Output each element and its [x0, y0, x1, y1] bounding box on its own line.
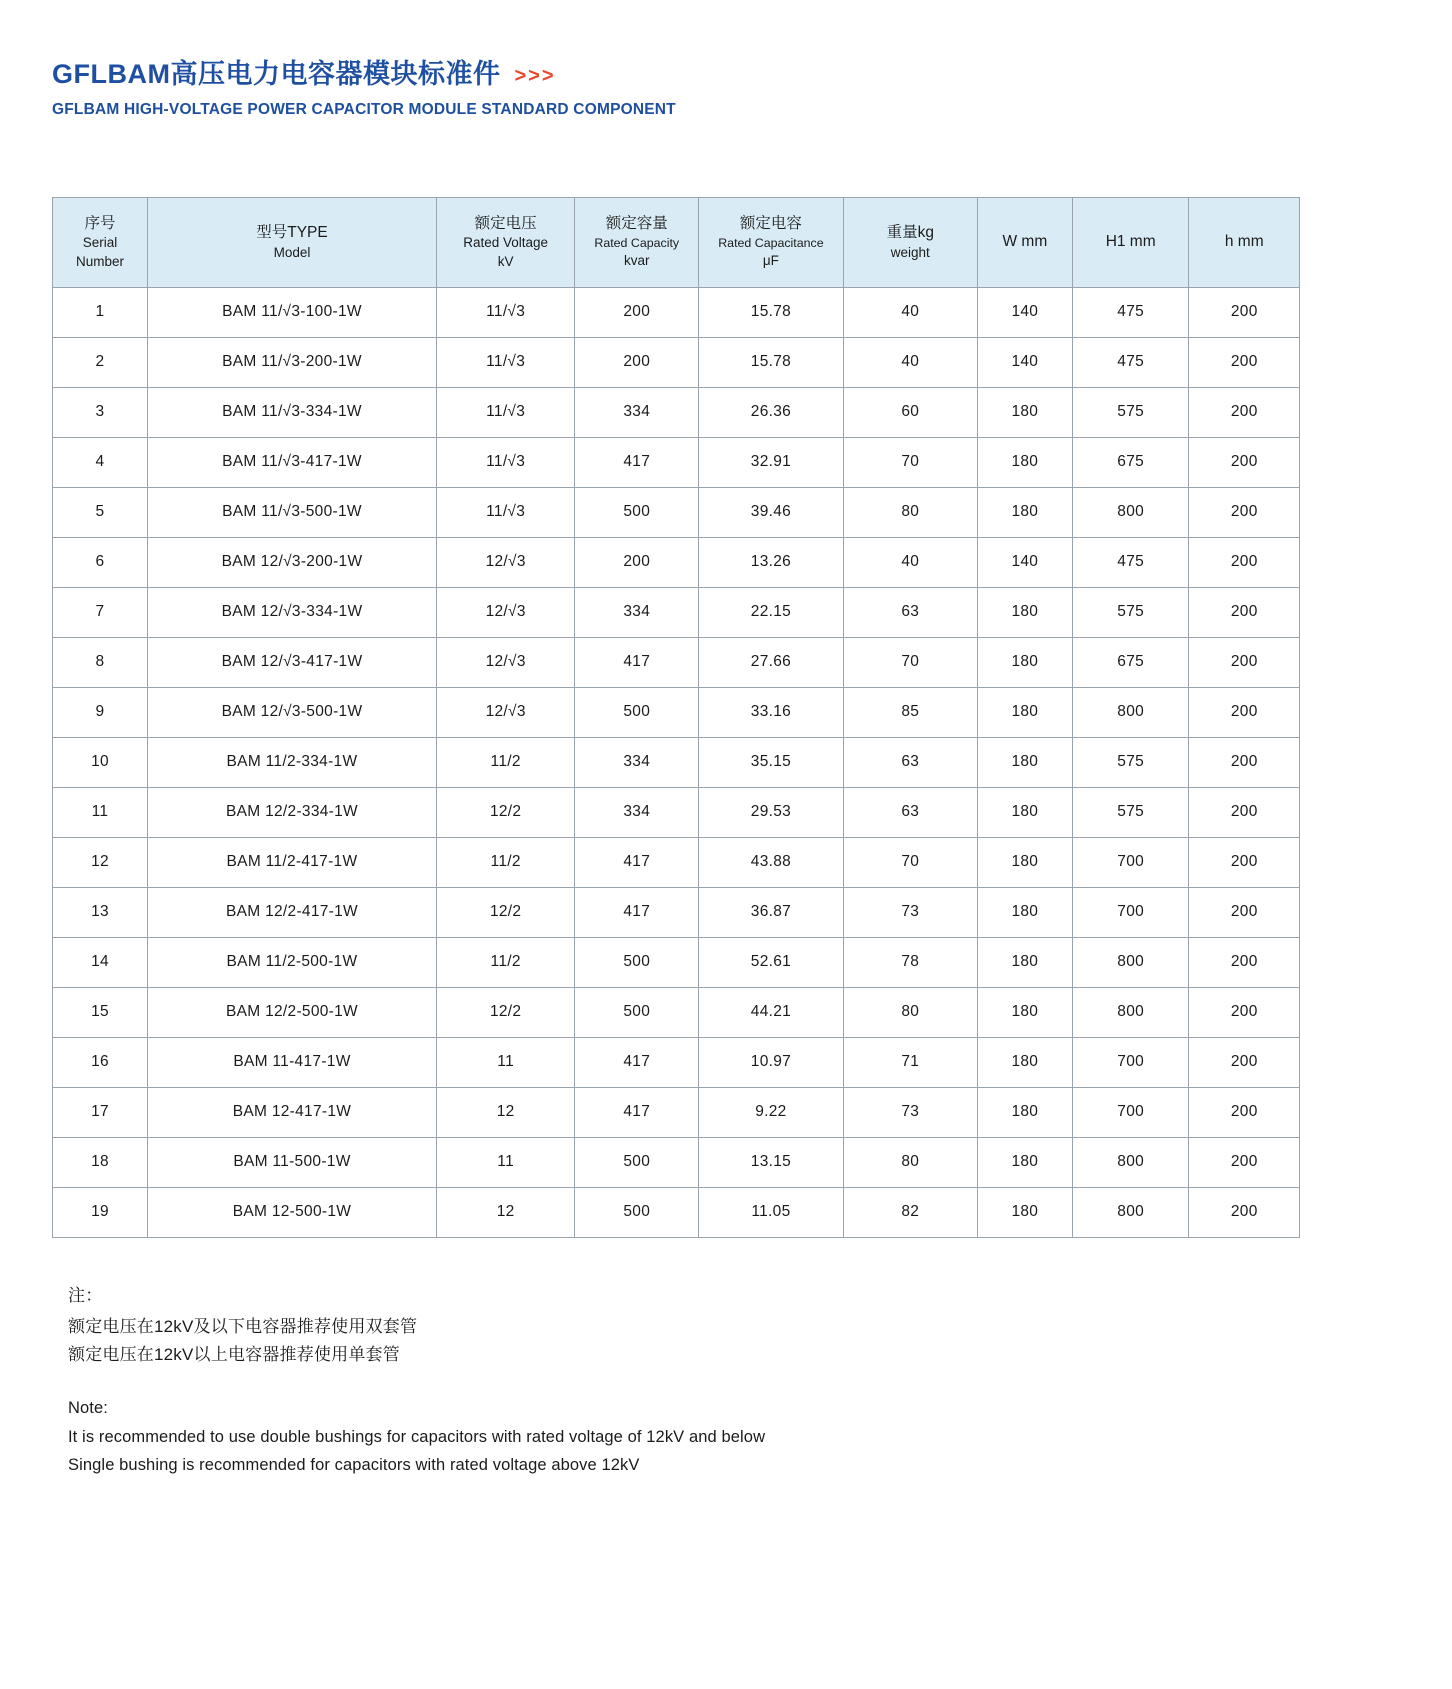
cell-rated-capacitance: 11.05 [699, 1187, 844, 1237]
cell-rated-capacity: 417 [575, 837, 699, 887]
col-header-rated-voltage [437, 197, 575, 287]
col-header-serial-number [53, 197, 148, 287]
table-row [53, 1087, 1300, 1137]
cell-weight: 85 [843, 687, 977, 737]
cell-model: BAM 11/√3-417-1W [147, 437, 436, 487]
cell-rated-capacitance: 35.15 [699, 737, 844, 787]
cell-rated-voltage: 12/√3 [437, 687, 575, 737]
cell-w: 180 [977, 487, 1072, 537]
cell-rated-voltage: 11 [437, 1037, 575, 1087]
cell-model: BAM 11/2-417-1W [147, 837, 436, 887]
cell-w: 180 [977, 1037, 1072, 1087]
cell-rated-capacity: 417 [575, 437, 699, 487]
cell-w: 180 [977, 1087, 1072, 1137]
cell-weight: 63 [843, 587, 977, 637]
cell-h: 200 [1189, 887, 1300, 937]
cell-weight: 80 [843, 987, 977, 1037]
cell-h1: 800 [1072, 1187, 1189, 1237]
page-title-cn: GFLBAM高压电力电容器模块标准件 [52, 59, 501, 89]
cell-h1: 700 [1072, 1037, 1189, 1087]
cell-model: BAM 11-417-1W [147, 1037, 436, 1087]
cell-rated-capacity: 417 [575, 1087, 699, 1137]
table-row [53, 387, 1300, 437]
table-header-row [53, 197, 1300, 287]
cell-rated-capacity: 334 [575, 587, 699, 637]
cell-w: 180 [977, 737, 1072, 787]
cell-weight: 80 [843, 487, 977, 537]
cell-w: 180 [977, 937, 1072, 987]
cell-w: 180 [977, 637, 1072, 687]
cell-h1: 575 [1072, 587, 1189, 637]
cell-rated-voltage: 11 [437, 1137, 575, 1187]
cell-serial-number: 8 [53, 637, 148, 687]
cell-weight: 70 [843, 837, 977, 887]
cell-weight: 82 [843, 1187, 977, 1237]
cell-weight: 71 [843, 1037, 977, 1087]
cell-model: BAM 12-500-1W [147, 1187, 436, 1237]
col-header-h1 [1072, 197, 1189, 287]
cell-rated-voltage: 11/2 [437, 837, 575, 887]
cell-h: 200 [1189, 937, 1300, 987]
cell-h: 200 [1189, 1187, 1300, 1237]
col-header-en1: Rated Capacitance [718, 236, 824, 251]
spec-table [52, 197, 1300, 1238]
cell-weight: 60 [843, 387, 977, 437]
cell-w: 180 [977, 887, 1072, 937]
cell-h: 200 [1189, 1037, 1300, 1087]
note-line-en-1: It is recommended to use double bushings for capacitors with rated voltage of 12kV and below [68, 1427, 766, 1446]
cell-model: BAM 11/√3-200-1W [147, 337, 436, 387]
cell-rated-capacity: 334 [575, 737, 699, 787]
notes-section [52, 1282, 1400, 1480]
cell-h1: 575 [1072, 387, 1189, 437]
cell-h1: 700 [1072, 887, 1189, 937]
table-row [53, 437, 1300, 487]
cell-rated-capacitance: 36.87 [699, 887, 844, 937]
col-header-h [1189, 197, 1300, 287]
cell-h1: 575 [1072, 737, 1189, 787]
cell-rated-capacitance: 43.88 [699, 837, 844, 887]
cell-rated-voltage: 11/√3 [437, 437, 575, 487]
col-header-cn: 序号 [84, 214, 116, 232]
cell-rated-voltage: 12 [437, 1087, 575, 1137]
cell-h: 200 [1189, 987, 1300, 1037]
cell-serial-number: 6 [53, 537, 148, 587]
page-title-en: GFLBAM HIGH-VOLTAGE POWER CAPACITOR MODULE STANDARD COMPONENT [52, 100, 676, 118]
cell-h1: 800 [1072, 1137, 1189, 1187]
cell-model: BAM 12/√3-334-1W [147, 587, 436, 637]
col-header-cn: h mm [1224, 232, 1264, 250]
table-row [53, 287, 1300, 337]
notes-section-en [68, 1394, 1400, 1479]
cell-h: 200 [1189, 837, 1300, 887]
note-title-en: Note: [68, 1399, 108, 1418]
cell-weight: 70 [843, 437, 977, 487]
cell-rated-voltage: 12 [437, 1187, 575, 1237]
cell-h: 200 [1189, 337, 1300, 387]
table-row [53, 887, 1300, 937]
cell-rated-capacitance: 52.61 [699, 937, 844, 987]
cell-rated-capacitance: 29.53 [699, 787, 844, 837]
cell-rated-voltage: 12/2 [437, 787, 575, 837]
cell-h: 200 [1189, 737, 1300, 787]
cell-h: 200 [1189, 387, 1300, 437]
cell-weight: 80 [843, 1137, 977, 1187]
cell-weight: 73 [843, 887, 977, 937]
col-header-cn: 重量kg [886, 223, 934, 241]
cell-h1: 800 [1072, 687, 1189, 737]
cell-rated-capacitance: 27.66 [699, 637, 844, 687]
cell-h: 200 [1189, 587, 1300, 637]
cell-w: 180 [977, 687, 1072, 737]
table-row [53, 687, 1300, 737]
cell-h: 200 [1189, 787, 1300, 837]
cell-h1: 475 [1072, 337, 1189, 387]
table-row [53, 487, 1300, 537]
cell-h: 200 [1189, 1137, 1300, 1187]
cell-rated-voltage: 11/2 [437, 937, 575, 987]
table-row [53, 1187, 1300, 1237]
cell-serial-number: 1 [53, 287, 148, 337]
cell-h1: 475 [1072, 537, 1189, 587]
cell-rated-capacitance: 44.21 [699, 987, 844, 1037]
cell-model: BAM 12/2-500-1W [147, 987, 436, 1037]
cell-model: BAM 12/2-334-1W [147, 787, 436, 837]
table-row [53, 537, 1300, 587]
col-header-en1: weight [890, 244, 930, 260]
cell-model: BAM 12/√3-200-1W [147, 537, 436, 587]
cell-model: BAM 12/2-417-1W [147, 887, 436, 937]
col-header-en1: Serial [82, 235, 118, 251]
note-line-en-2: Single bushing is recommended for capacitors with rated voltage above 12kV [68, 1456, 640, 1475]
cell-weight: 70 [843, 637, 977, 687]
cell-rated-capacitance: 13.26 [699, 537, 844, 587]
cell-w: 140 [977, 287, 1072, 337]
table-row [53, 337, 1300, 387]
col-header-weight [843, 197, 977, 287]
cell-rated-capacity: 500 [575, 1137, 699, 1187]
cell-serial-number: 4 [53, 437, 148, 487]
col-header-model [147, 197, 436, 287]
cell-h: 200 [1189, 1087, 1300, 1137]
cell-rated-capacity: 500 [575, 687, 699, 737]
cell-rated-capacitance: 22.15 [699, 587, 844, 637]
cell-serial-number: 7 [53, 587, 148, 637]
cell-rated-capacity: 500 [575, 487, 699, 537]
cell-serial-number: 2 [53, 337, 148, 387]
cell-serial-number: 12 [53, 837, 148, 887]
cell-serial-number: 18 [53, 1137, 148, 1187]
cell-rated-voltage: 12/√3 [437, 637, 575, 687]
col-header-cn: 额定容量 [605, 215, 668, 233]
cell-rated-capacity: 417 [575, 1037, 699, 1087]
cell-h1: 700 [1072, 837, 1189, 887]
cell-weight: 63 [843, 787, 977, 837]
col-header-en1: Rated Capacity [594, 236, 680, 251]
cell-serial-number: 13 [53, 887, 148, 937]
cell-rated-voltage: 12/√3 [437, 587, 575, 637]
note-line-cn-2: 额定电压在12kV以上电容器推荐使用单套管 [68, 1344, 400, 1364]
cell-rated-capacity: 417 [575, 887, 699, 937]
cell-rated-voltage: 12/2 [437, 887, 575, 937]
table-row [53, 787, 1300, 837]
table-head [53, 197, 1300, 287]
cell-rated-voltage: 11/√3 [437, 487, 575, 537]
col-header-en2: μF [762, 252, 779, 268]
col-header-en1: Rated Voltage [463, 235, 549, 251]
cell-serial-number: 17 [53, 1087, 148, 1137]
cell-h: 200 [1189, 287, 1300, 337]
cell-model: BAM 11/2-334-1W [147, 737, 436, 787]
cell-serial-number: 9 [53, 687, 148, 737]
cell-weight: 78 [843, 937, 977, 987]
cell-weight: 40 [843, 337, 977, 387]
note-title-cn: 注： [68, 1285, 103, 1305]
cell-serial-number: 14 [53, 937, 148, 987]
cell-serial-number: 19 [53, 1187, 148, 1237]
cell-rated-voltage: 12/2 [437, 987, 575, 1037]
cell-h: 200 [1189, 637, 1300, 687]
col-header-cn: 额定电压 [474, 214, 537, 232]
cell-weight: 73 [843, 1087, 977, 1137]
cell-rated-capacitance: 13.15 [699, 1137, 844, 1187]
cell-rated-capacity: 500 [575, 987, 699, 1037]
cell-serial-number: 16 [53, 1037, 148, 1087]
col-header-en2: Number [75, 253, 124, 269]
cell-w: 180 [977, 587, 1072, 637]
cell-rated-voltage: 11/√3 [437, 387, 575, 437]
cell-serial-number: 5 [53, 487, 148, 537]
col-header-en2: kvar [623, 252, 650, 268]
cell-weight: 40 [843, 287, 977, 337]
cell-model: BAM 11/√3-500-1W [147, 487, 436, 537]
col-header-cn: H1 mm [1105, 232, 1156, 250]
cell-model: BAM 12-417-1W [147, 1087, 436, 1137]
col-header-cn: 型号TYPE [256, 223, 328, 241]
cell-serial-number: 15 [53, 987, 148, 1037]
cell-rated-capacity: 200 [575, 537, 699, 587]
cell-weight: 40 [843, 537, 977, 587]
cell-model: BAM 11-500-1W [147, 1137, 436, 1187]
cell-h: 200 [1189, 487, 1300, 537]
cell-rated-capacity: 200 [575, 287, 699, 337]
cell-rated-voltage: 12/√3 [437, 537, 575, 587]
col-header-en1: Model [273, 244, 311, 260]
cell-model: BAM 12/√3-417-1W [147, 637, 436, 687]
cell-w: 180 [977, 987, 1072, 1037]
cell-rated-capacitance: 32.91 [699, 437, 844, 487]
spec-table-wrapper [52, 197, 1400, 1238]
table-row [53, 987, 1300, 1037]
cell-rated-capacity: 500 [575, 1187, 699, 1237]
table-body [53, 287, 1300, 1237]
col-header-cn: 额定电容 [739, 215, 802, 233]
cell-h1: 675 [1072, 637, 1189, 687]
cell-rated-voltage: 11/√3 [437, 287, 575, 337]
cell-h1: 800 [1072, 987, 1189, 1037]
cell-rated-capacitance: 10.97 [699, 1037, 844, 1087]
cell-w: 180 [977, 387, 1072, 437]
cell-w: 140 [977, 537, 1072, 587]
cell-serial-number: 3 [53, 387, 148, 437]
title-row [52, 60, 1400, 90]
table-row [53, 837, 1300, 887]
cell-h1: 675 [1072, 437, 1189, 487]
cell-rated-capacitance: 39.46 [699, 487, 844, 537]
cell-model: BAM 12/√3-500-1W [147, 687, 436, 737]
arrows-decoration-icon: >>> [514, 64, 556, 87]
cell-rated-capacitance: 9.22 [699, 1087, 844, 1137]
table-row [53, 737, 1300, 787]
cell-w: 180 [977, 837, 1072, 887]
col-header-w [977, 197, 1072, 287]
table-row [53, 637, 1300, 687]
cell-rated-voltage: 11/2 [437, 737, 575, 787]
cell-weight: 63 [843, 737, 977, 787]
cell-h1: 800 [1072, 937, 1189, 987]
cell-model: BAM 11/√3-100-1W [147, 287, 436, 337]
cell-h: 200 [1189, 537, 1300, 587]
col-header-cn: W mm [1002, 232, 1048, 250]
cell-w: 180 [977, 1187, 1072, 1237]
col-header-rated-capacity [575, 197, 699, 287]
cell-w: 140 [977, 337, 1072, 387]
cell-rated-capacity: 334 [575, 387, 699, 437]
cell-model: BAM 11/2-500-1W [147, 937, 436, 987]
cell-h: 200 [1189, 437, 1300, 487]
cell-rated-capacity: 417 [575, 637, 699, 687]
cell-w: 180 [977, 1137, 1072, 1187]
cell-w: 180 [977, 787, 1072, 837]
col-header-en2: kV [497, 253, 514, 269]
cell-rated-capacitance: 15.78 [699, 287, 844, 337]
cell-serial-number: 10 [53, 737, 148, 787]
cell-w: 180 [977, 437, 1072, 487]
table-row [53, 1037, 1300, 1087]
cell-h: 200 [1189, 687, 1300, 737]
cell-rated-capacity: 200 [575, 337, 699, 387]
cell-model: BAM 11/√3-334-1W [147, 387, 436, 437]
cell-h1: 800 [1072, 487, 1189, 537]
cell-rated-capacitance: 15.78 [699, 337, 844, 387]
col-header-rated-capacitance [699, 197, 844, 287]
page-header [52, 60, 1400, 119]
cell-h1: 700 [1072, 1087, 1189, 1137]
cell-serial-number: 11 [53, 787, 148, 837]
cell-h1: 475 [1072, 287, 1189, 337]
note-line-cn-1: 额定电压在12kV及以下电容器推荐使用双套管 [68, 1317, 418, 1337]
table-row [53, 937, 1300, 987]
cell-rated-capacity: 334 [575, 787, 699, 837]
table-row [53, 587, 1300, 637]
cell-rated-capacitance: 26.36 [699, 387, 844, 437]
table-row [53, 1137, 1300, 1187]
cell-rated-capacitance: 33.16 [699, 687, 844, 737]
cell-rated-voltage: 11/√3 [437, 337, 575, 387]
cell-rated-capacity: 500 [575, 937, 699, 987]
cell-h1: 575 [1072, 787, 1189, 837]
